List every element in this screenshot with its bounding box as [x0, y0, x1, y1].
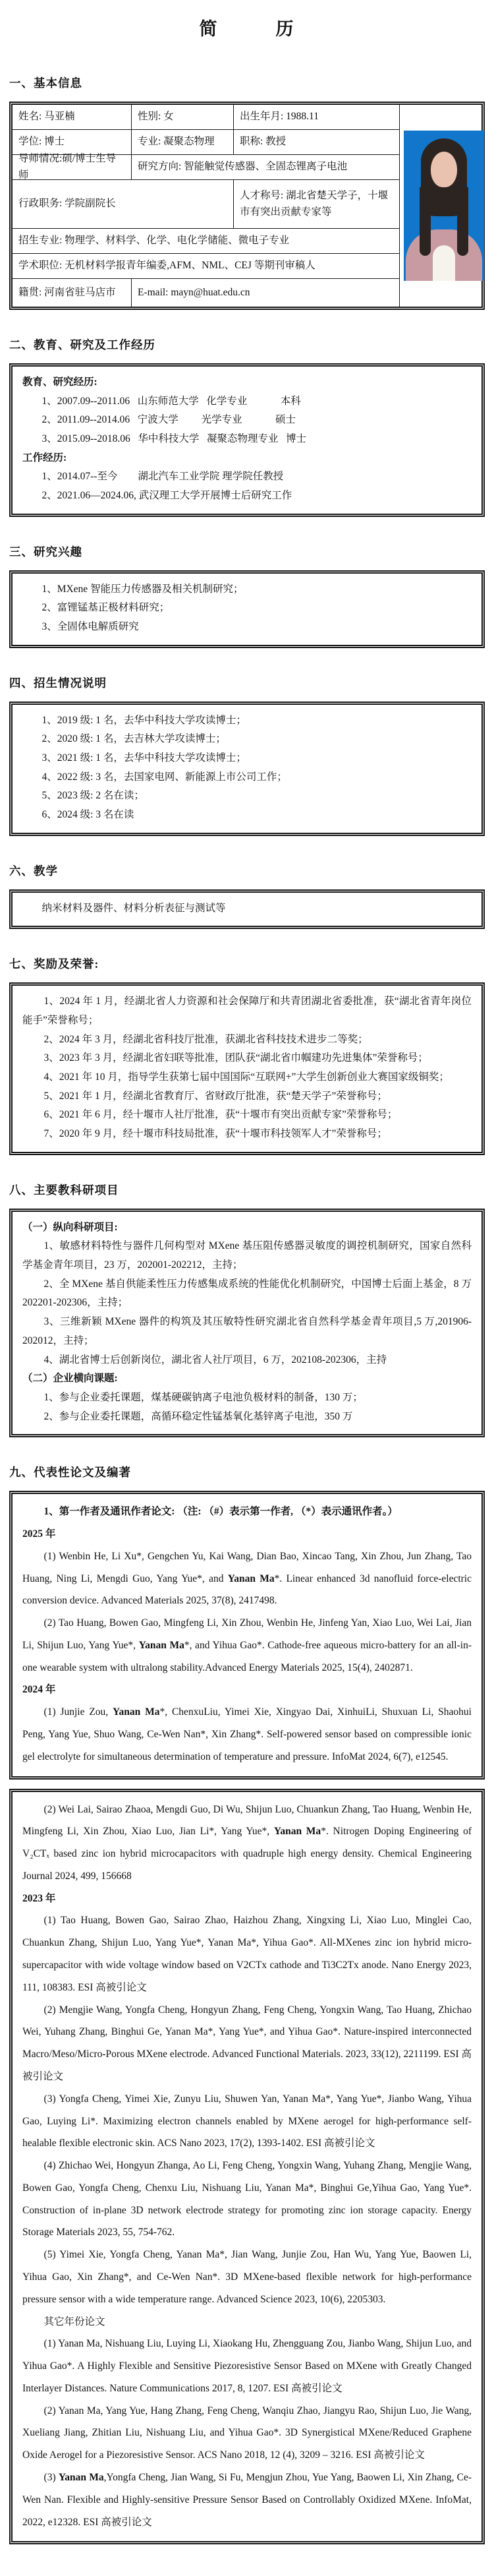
publication-item: (1) Junjie Zou, Yanan Ma*, ChenxuLiu, Yimei Xie, Xingyao Dai, XinhuiLi, Shuxuan Li, Shaohui Peng, Yang Yue, Shuo Wang, Ce-Wen Nan*, Xin Zhang*. Self-powered sensor based on compressible ionic gel electrolyte for simultaneous determination of temperature and pressure. InfoMat 2024, 6(7), e12545.	[22, 1706, 472, 1762]
cell-name: 姓名: 马亚楠	[13, 105, 132, 130]
project-item: 2、参与企业委托课题，高循环稳定性锰基氧化基锌离子电池，350 万	[43, 1410, 353, 1422]
photo-cell	[400, 105, 488, 307]
cell-job-title: 职称: 教授	[234, 130, 400, 155]
section-heading-interests: 三、研究兴趣	[9, 545, 82, 558]
cell-hometown: 籍贯: 河南省驻马店市	[13, 279, 132, 307]
education-sublabel: 教育、研究经历:	[22, 376, 97, 388]
publication-item: (1) Wenbin He, Li Xu*, Gengchen Yu, Kai Wang, Dian Bao, Xincao Tang, Xin Zhou, Jun Zhang, Tao Huang, Ning Li, Mengdi Guo, Yang Yue*, and Yanan Ma*. Linear enhanced 3d nanofluid force-electric conversion device. Advanced Materials 2025, 37(8), 2417498.	[22, 1550, 472, 1607]
teaching-content: 纳米材料及器件、材料分析表征与测试等	[41, 902, 226, 914]
work-item: 1、2014.07--至今 湖北汽车工业学院 理学院任教授	[41, 471, 284, 483]
publications-box-2	[9, 1789, 485, 2545]
interest-item: 1、MXene 智能压力传感器及相关机制研究；	[41, 583, 244, 595]
section-heading-teaching: 六、教学	[9, 864, 58, 878]
face-shape	[431, 152, 457, 187]
publication-item: (2) Wei Lai, Sairao Zhaoa, Mengdi Guo, Di Wu, Shijun Luo, Chuankun Zhang, Tao Huang, Wenbin He, Mingfeng Li, Xin Zhou, Xiao Luo, Jian Li*, Yang Yue*, Yanan Ma*. Nitrogen Doping Engineering of V₂CTₓ based zinc ion hybrid microcapacitors with quadruple high energy density. Chemical Engineering Journal 2024, 499, 156668	[22, 1803, 472, 1882]
work-item: 2、2021.06—2024.06, 武汉理工大学开展博士后研究工作	[41, 490, 292, 502]
section-heading-basic-info: 一、基本信息	[9, 76, 82, 90]
section-heading-awards: 七、奖励及荣誉:	[9, 957, 99, 971]
award-item: 1、2024 年 1 月，经湖北省人力资源和社会保障厅和共青团湖北省委批准，获“湖北省青年岗位能手”荣誉称号；	[22, 996, 472, 1027]
publication-item: (1) Yanan Ma, Nishuang Liu, Luying Li, Xiaokang Hu, Zhengguang Zou, Jianbo Wang, Shijun Luo, and Yihua Gao*. A Highly Flexible and Sensitive Piezoresistive Sensor Based on MXene with Greatly Changed Interlayer Distances. Nature Communications 2017, 8, 1207. ESI 高被引论文	[22, 2338, 472, 2394]
cell-email: E-mail: mayn@huat.edu.cn	[132, 279, 400, 307]
award-item: 2、2024 年 3 月，经湖北省科技厅批准，获湖北省科技技术进步二等奖；	[43, 1033, 368, 1045]
publication-year-2023: 2023 年	[22, 1892, 56, 1904]
enrollment-item: 3、2021 级: 1 名，去华中科技大学攻读博士；	[41, 752, 246, 764]
enrollment-item: 4、2022 级: 3 名，去国家电网、新能源上市公司工作；	[41, 771, 287, 783]
award-item: 6、2021 年 6 月，经十堰市人社厅批准，获“十堰市有突出贡献专家”荣誉称号；	[43, 1109, 398, 1121]
work-sublabel: 工作经历:	[22, 452, 67, 464]
publication-year-2025: 2025 年	[22, 1528, 56, 1540]
award-item: 5、2021 年 1 月，经湖北省教育厅、省财政厅批准，获“楚天学子”荣誉称号；	[43, 1090, 387, 1102]
enrollment-item: 2、2020 级: 1 名，去吉林大学攻读博士；	[41, 733, 226, 745]
document-title: 简 历	[199, 19, 295, 39]
section-heading-projects: 八、主要教科研项目	[9, 1183, 119, 1197]
publication-item: (2) Yanan Ma, Yang Yue, Hang Zhang, Feng Cheng, Wanqiu Zhao, Jiangyu Rao, Shijun Luo, Jie Wang, Xueliang Jiang, Zhitian Liu, Nishuang Liu, and Yihua Gao*. 3D Synergistical MXene/Reduced Graphene Oxide Aerogel for a Piezoresistive Sensor. ACS Nano 2018, 12 (4), 3209 – 3216. ESI 高被引论文	[22, 2405, 472, 2461]
cell-birthdate: 出生年月: 1988.11	[234, 105, 400, 130]
other-years-label: 其它年份论文	[43, 2316, 105, 2327]
project-item: 1、参与企业委托课题，煤基硬碳钠离子电池负极材料的制备，130 万；	[43, 1391, 363, 1403]
education-box	[9, 363, 485, 517]
cell-gender: 性别: 女	[132, 105, 234, 130]
enrollment-item: 1、2019 级: 1 名，去华中科技大学攻读博士；	[41, 714, 246, 726]
cell-enroll-majors: 招生专业: 物理学、材料学、化学、电化学储能、微电子专业	[13, 229, 400, 254]
publications-box-1	[9, 1491, 485, 1779]
cell-admin-post: 行政职务: 学院副院长	[13, 180, 234, 229]
award-item: 7、2020 年 9 月，经十堰市科技局批准，获“十堰市科技领军人才”荣誉称号；	[43, 1128, 387, 1140]
enrollment-box	[9, 702, 485, 836]
box-divider-gap	[9, 1780, 485, 1789]
horizontal-projects-label: （二）企业横向课题:	[22, 1373, 118, 1385]
education-item: 2、2011.09--2014.06 宁波大学 光学专业 硕士	[41, 414, 296, 426]
interests-box	[9, 570, 485, 648]
cell-mentor-status: 导师情况:硕/博士生导师	[13, 155, 132, 180]
project-item: 3、三维新颖 MXene 器件的构筑及其压敏特性研究湖北省自然科学基金青年项目,5 万,201906-202012，主持；	[22, 1316, 472, 1346]
profile-photo	[404, 131, 484, 281]
cell-degree: 学位: 博士	[13, 130, 132, 155]
award-item: 3、2023 年 3 月，经湖北省妇联等批准，团队获“湖北省巾帼建功先进集体”荣誉称号；	[43, 1052, 428, 1064]
cell-research-direction: 研究方向: 智能触觉传感器、全固态锂离子电池	[132, 155, 400, 180]
publication-item: (2) Mengjie Wang, Yongfa Cheng, Hongyun Zhang, Feng Cheng, Yongxin Wang, Tao Huang, Zhichao Wei, Yuhang Zhang, Binghui Ge, Yanan Ma*, Yang Yue*, and Yihua Gao*. Nature-inspired interconnected Macro/Meso/Micro-Porous MXene electrode. Advanced Functional Materials. 2023, 33(12), 2211199. ESI 高被引论文	[22, 2004, 472, 2082]
publication-item: (1) Tao Huang, Bowen Gao, Sairao Zhao, Haizhou Zhang, Xingxing Li, Xiao Luo, Minglei Cao, Chuankun Zhang, Shijun Luo, Yang Yue*, Yanan Ma*, Yihua Gao*. All-MXenes zinc ion hybrid micro-supercapacitor with wide voltage window based on V2CTx cathode and Ti3C2Tx anode. Nano Energy 2023, 111, 108383. ESI 高被引论文	[22, 1915, 472, 1993]
publications-intro: 1、第一作者及通讯作者论文: （注: （#）表示第一作者, （*）表示通讯作者。）	[43, 1506, 398, 1518]
projects-box	[9, 1209, 485, 1437]
project-item: 1、敏感材料特性与器件几何构型对 MXene 基压阻传感器灵敏度的调控机制研究，国家自然科学基金青年项目，23 万，202001-202212，主持；	[22, 1240, 472, 1271]
publication-item: (3) Yanan Ma,Yongfa Cheng, Jian Wang, Si Fu, Mengjun Zhou, Yue Yang, Baowen Li, Xin Zhang, Ce-Wen Nan. Flexible and Highly-sensitive Pressure Sensor Based on Controllably Oxidized MXene. InfoMat, 2022, e12328. ESI 高被引论文	[22, 2472, 472, 2528]
publication-year-2024: 2024 年	[22, 1684, 56, 1696]
education-item: 1、2007.09--2011.06 山东师范大学 化学专业 本科	[41, 395, 301, 407]
award-item: 4、2021 年 10 月，指导学生获第七届中国国际“互联网+”大学生创新创业大赛国家级铜奖；	[43, 1071, 449, 1083]
shirt-shape	[433, 245, 455, 281]
publication-item: (5) Yimei Xie, Yongfa Cheng, Yanan Ma*, Jian Wang, Junjie Zou, Han Wu, Yang Yue, Baowen Li, Yihua Gao, Xin Zhang*, and Ce-Wen Nan*. 3D MXene-based flexible network for high-performance pressure sensor with a wide temperature range. Advanced Science 2023, 10(6), 2205303.	[22, 2249, 472, 2305]
section-heading-publications: 九、代表性论文及编著	[9, 1466, 131, 1480]
hair-right-shape	[457, 187, 468, 256]
cell-major: 专业: 凝聚态物理	[132, 130, 234, 155]
publication-item: (4) Zhichao Wei, Hongyun Zhanga, Ao Li, Feng Cheng, Yongxin Wang, Yuhang Zhang, Mengjie Wang, Bowen Gao, Yongfa Cheng, Chenxu Liu, Nishuang Liu, Yanan Ma*, Binghui Ge,Yihua Gao, Yang Yue*. Construction of in-plane 3D network electrode strategy for promoting zinc ion storage capacity. Energy Storage Materials 2023, 55, 754-762.	[22, 2160, 472, 2238]
project-item: 2、全 MXene 基自供能柔性压力传感集成系统的性能优化机制研究，中国博士后面上基金，8 万 202201-202306，主持；	[22, 1278, 472, 1309]
interest-item: 3、全固体电解质研究	[41, 621, 139, 633]
cell-talent-title: 人才称号: 湖北省楚天学子，十堰市有突出贡献专家等	[234, 180, 400, 229]
enrollment-item: 5、2023 级: 2 名在读；	[41, 790, 144, 802]
publication-item: (3) Yongfa Cheng, Yimei Xie, Zunyu Liu, Shuwen Yan, Yanan Ma*, Yang Yue*, Jianbo Wang, Yihua Gao, Luying Li*. Maximizing electron channels enabled by MXene aerogel for high-performance self-healable flexible electronic skin. ACS Nano 2023, 17(2), 1393-1402. ESI 高被引论文	[22, 2093, 472, 2149]
project-item: 4、湖北省博士后创新岗位，湖北省人社厅项目，6 万，202108-202306，主持	[43, 1354, 387, 1365]
teaching-box	[9, 889, 485, 930]
section-heading-education: 二、教育、研究及工作经历	[9, 338, 155, 351]
section-heading-enrollment: 四、招生情况说明	[9, 676, 107, 690]
basic-info-table	[9, 102, 485, 310]
hair-left-shape	[420, 187, 431, 256]
education-item: 3、2015.09--2018.06 华中科技大学 凝聚态物理专业 博士	[41, 433, 307, 445]
interest-item: 2、富锂锰基正极材料研究；	[41, 602, 170, 614]
awards-box	[9, 982, 485, 1154]
cell-academic-posts: 学术职位: 无机材料学报青年编委,AFM、NML、CEJ 等期刊审稿人	[13, 254, 400, 279]
publication-item: (2) Tao Huang, Bowen Gao, Mingfeng Li, Xin Zhou, Wenbin He, Jinfeng Yan, Xiao Luo, Wei Lai, Jian Li, Shijun Luo, Yang Yue*, Yanan Ma*, and Yihua Gao*. Cathode-free aqueous micro-battery for an all-in-one wearable system with ultralong stability.Advanced Energy Materials 2025, 15(4), 2402871.	[22, 1617, 472, 1673]
enrollment-item: 6、2024 级: 3 名在读	[41, 809, 134, 821]
vertical-projects-label: （一）纵向科研项目:	[22, 1221, 118, 1233]
